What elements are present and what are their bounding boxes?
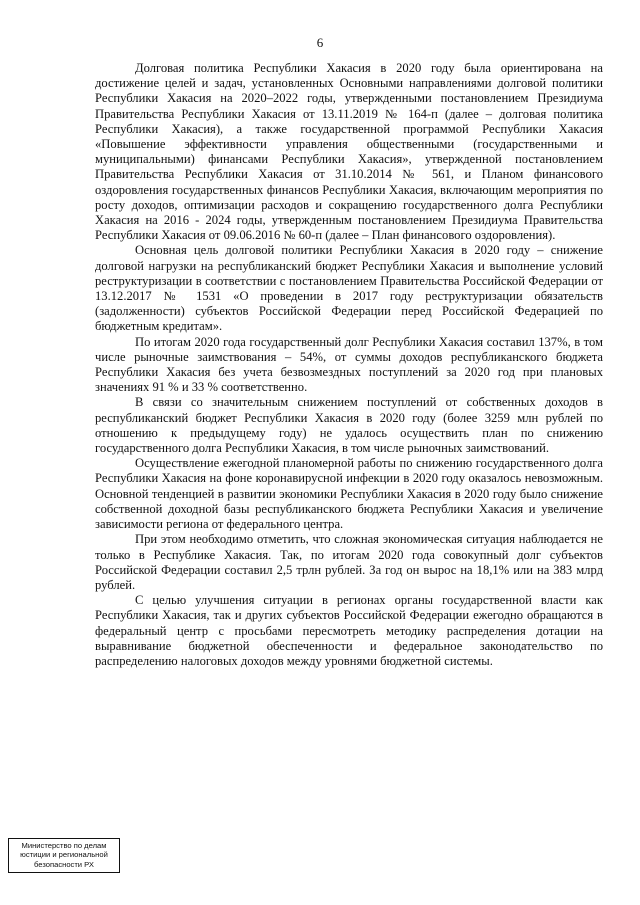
page-number: 6 bbox=[316, 35, 324, 50]
stamp-line: юстиции и региональной bbox=[20, 850, 108, 860]
paragraph-debt-results-2020: По итогам 2020 года государственный долг Республики Хакасия составил 137%, в том числе рыночные заимствования – 54%, от суммы доходов республиканского бюджета Республики Хакасия без учета безвозмездных поступлений за 2020 год при плановых значениях 91 % и 33 % соответственно. bbox=[95, 334, 603, 395]
paragraph-debt-policy-overview: Долговая политика Республики Хакасия в 2020 году была ориентирована на достижение целей и задач, установленных Основными направлениями долговой политики Республики Хакасия на 2020–2022 годы, утвержденными постановлением Президиума Правительства Республики Хакасия от 13.11.2019 № 164-п (далее – долговая политика Республики Хакасия), а также государственной программой Республики Хакасия «Повышение эффективности управления общественными (государственными и муниципальными) финансами Республики Хакасия», утвержденной постановлением Правительства Республики Хакасия от 31.10.2014 № 561, и Планом финансового оздоровления государственных финансов Республики Хакасия, включающим мероприятия по росту доходов, оптимизации расходов и сокращению государственного долга Республики Хакасия на 2016 - 2024 годы, утвержденным постановлением Президиума Правительства Республики Хакасия от 09.06.2016 № 60-п (далее – План финансового оздоровления). bbox=[95, 61, 603, 243]
stamp-line: Министерство по делам bbox=[21, 841, 107, 850]
paragraph-pandemic-impact: Осуществление ежегодной планомерной работы по снижению государственного долга Республики Хакасия на фоне коронавирусной инфекции в 2020 году оказалось невозможным. Основной тенденцией в развитии экономики Республики Хакасия в 2020 году было снижение собственной доходной базы республиканского бюджета Республики Хакасия и увеличение зависимости региона от федерального центра. bbox=[95, 456, 603, 532]
stamp-line: безопасности РХ bbox=[34, 859, 94, 869]
document-body bbox=[95, 61, 603, 669]
paragraph-main-goal: Основная цель долговой политики Республики Хакасия в 2020 году – снижение долговой нагрузки на республиканский бюджет Республики Хакасия и выполнение условий реструктуризации в соответствии с постановлением Правительства Российской Федерации от 13.12.2017 № 1531 «О проведении в 2017 году реструктуризации обязательств (задолженности) субъектов Российской Федерации перед Российской Федерацией по бюджетным кредитам». bbox=[95, 243, 603, 334]
paragraph-national-debt-situation: При этом необходимо отметить, что сложная экономическая ситуация наблюдается не только в Республике Хакасия. Так, по итогам 2020 года совокупный долг субъектов Российской Федерации составил 2,5 трлн рублей. За год он вырос на 18,1% или на 383 млрд рублей. bbox=[95, 532, 603, 592]
paragraph-federal-appeals: С целью улучшения ситуации в регионах органы государственной власти как Республики Хакасия, так и других субъектов Российской Федерации ежегодно обращаются в федеральный центр с просьбами пересмотреть методику распределения дотации на выравнивание бюджетной обеспеченности и федеральное законодательство по распределению налоговых доходов между уровнями бюджетной системы. bbox=[95, 593, 603, 668]
paragraph-revenue-decline: В связи со значительным снижением поступлений от собственных доходов в республиканский бюджет Республики Хакасия в 2020 году (более 3259 млн рублей по отношению к предыдущему году) не удалось осуществить план по снижению государственного долга Республики Хакасия, в том числе рыночных заимствований. bbox=[95, 395, 603, 456]
ministry-stamp bbox=[8, 838, 120, 873]
